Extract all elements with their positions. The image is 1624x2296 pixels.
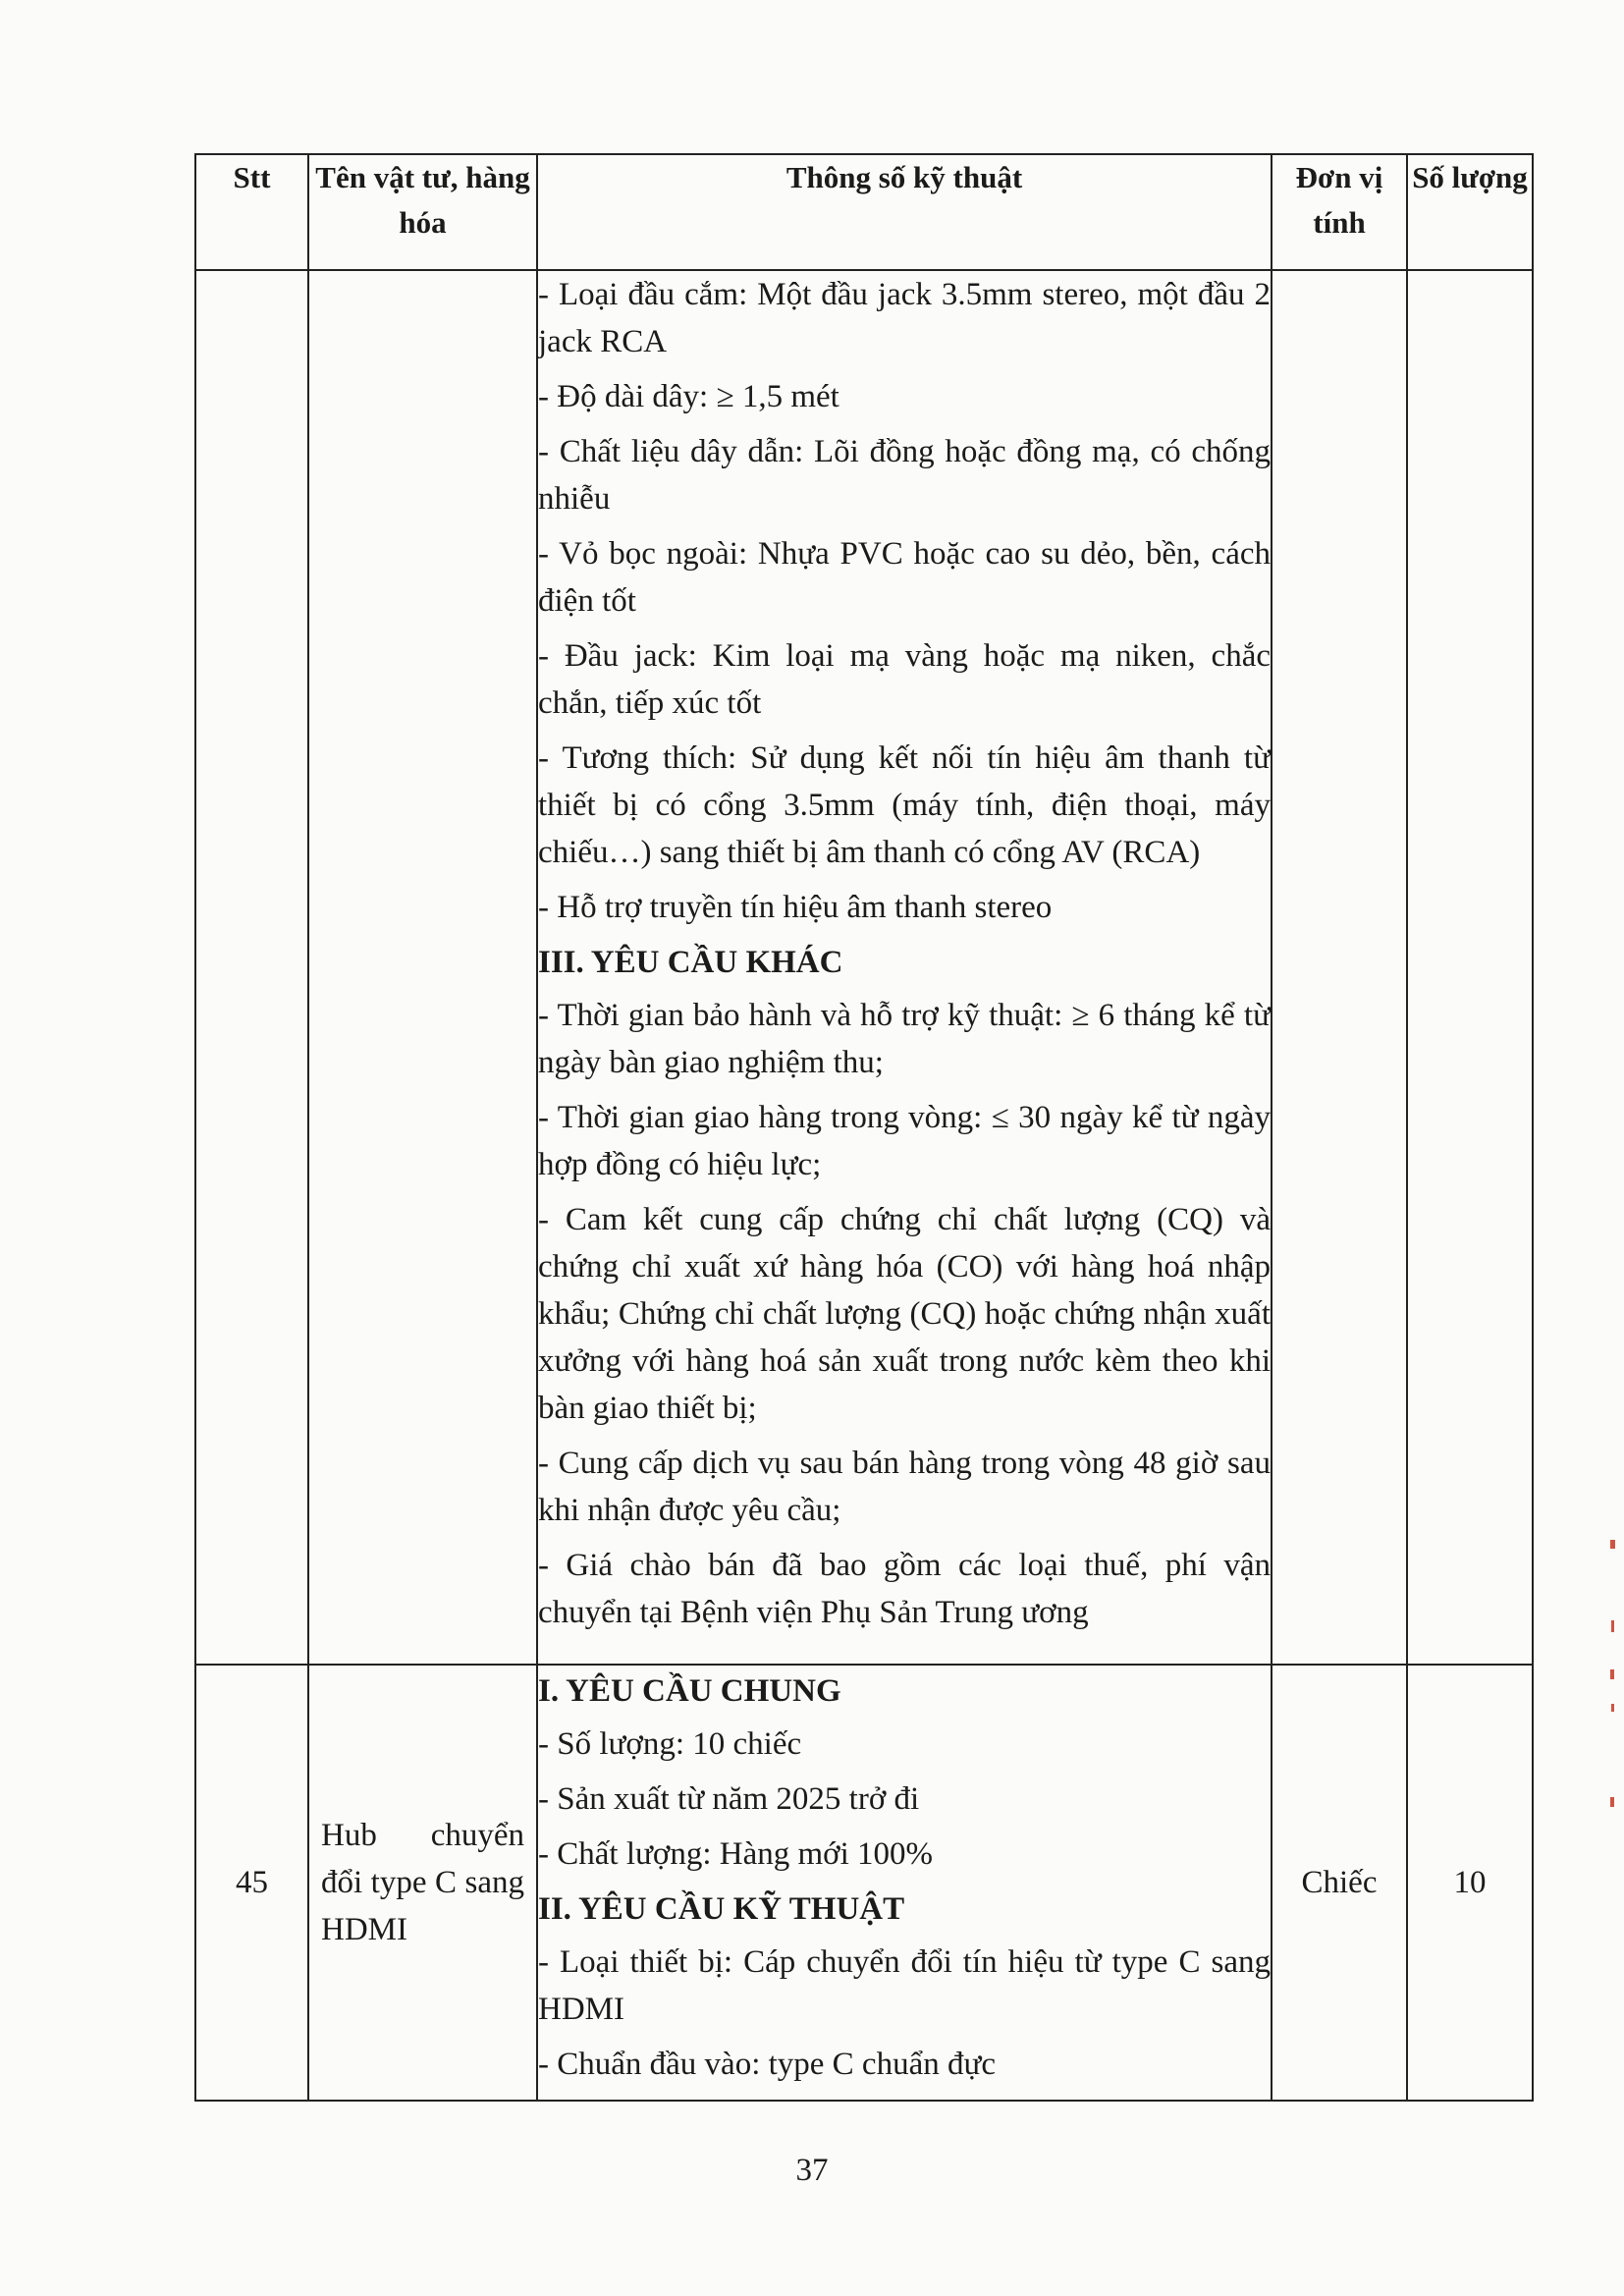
scan-mark — [1610, 1797, 1614, 1807]
qty-cell — [1407, 270, 1533, 1665]
header-stt: Stt — [195, 154, 308, 270]
spec-line: - Giá chào bán đã bao gồm các loại thuế, phí vận chuyển tại Bệnh viện Phụ Sản Trung ương — [538, 1548, 1271, 1630]
stt-cell — [195, 1665, 308, 2101]
stt-value: 45 — [236, 1864, 268, 1900]
name-cell — [308, 1665, 537, 2101]
spec-cell — [537, 270, 1272, 1665]
scan-mark — [1610, 1540, 1615, 1549]
spec-line: - Độ dài dây: ≥ 1,5 mét — [538, 379, 839, 414]
table-header-row — [195, 154, 1533, 270]
item-name: Hub chuyển đổi type C sang HDMI — [321, 1818, 524, 1947]
spec-line: - Chuẩn đầu vào: type C chuẩn đực — [538, 2047, 997, 2082]
table-row — [195, 1665, 1533, 2101]
header-unit: Đơn vị tính — [1272, 154, 1407, 270]
spec-line: - Cung cấp dịch vụ sau bán hàng trong vòng 48 giờ sau khi nhận được yêu cầu; — [538, 1446, 1271, 1528]
spec-line: - Chất liệu dây dẫn: Lõi đồng hoặc đồng mạ, có chống nhiễu — [538, 434, 1271, 517]
page-number: 37 — [795, 2153, 829, 2188]
spec-line: - Cam kết cung cấp chứng chỉ chất lượng (CQ) và chứng chỉ xuất xứ hàng hóa (CO) với hàng hoá nhập khẩu; Chứng chỉ chất lượng (CQ) hoặc chứng nhận xuất xưởng với hàng hoá sản xuất trong nước kèm theo khi bàn giao thiết bị; — [538, 1202, 1271, 1426]
section-heading: II. YÊU CẦU KỸ THUẬT — [538, 1891, 905, 1927]
stt-cell — [195, 270, 308, 1665]
scan-mark — [1611, 1704, 1614, 1712]
header-name: Tên vật tư, hàng hóa — [308, 154, 537, 270]
unit-cell: Chiếc — [1272, 1665, 1407, 2101]
spec-line: - Chất lượng: Hàng mới 100% — [538, 1836, 933, 1872]
unit-cell — [1272, 270, 1407, 1665]
spec-line: - Sản xuất từ năm 2025 trở đi — [538, 1781, 920, 1817]
table-row — [195, 270, 1533, 1665]
spec-line: - Đầu jack: Kim loại mạ vàng hoặc mạ niken, chắc chắn, tiếp xúc tốt — [538, 638, 1271, 721]
spec-line: - Loại thiết bị: Cáp chuyển đổi tín hiệu từ type C sang HDMI — [538, 1944, 1271, 2027]
qty-cell: 10 — [1407, 1665, 1533, 2101]
spec-line: - Hỗ trợ truyền tín hiệu âm thanh stereo — [538, 890, 1053, 925]
spec-line: - Vỏ bọc ngoài: Nhựa PVC hoặc cao su dẻo, bền, cách điện tốt — [538, 536, 1271, 619]
spec-table — [194, 153, 1534, 2102]
name-cell — [308, 270, 537, 1665]
scan-mark — [1610, 1669, 1614, 1679]
spec-line: - Số lượng: 10 chiếc — [538, 1726, 802, 1762]
spec-line: - Thời gian bảo hành và hỗ trợ kỹ thuật: ≥ 6 tháng kể từ ngày bàn giao nghiệm thu; — [538, 998, 1271, 1080]
spec-cell — [537, 1665, 1272, 2101]
section-heading: III. YÊU CẦU KHÁC — [538, 945, 843, 980]
header-qty: Số lượng — [1407, 154, 1533, 270]
spec-line: - Tương thích: Sử dụng kết nối tín hiệu âm thanh từ thiết bị có cổng 3.5mm (máy tính, điện thoại, máy chiếu…) sang thiết bị âm thanh có cổng AV (RCA) — [538, 740, 1271, 870]
spec-line: - Thời gian giao hàng trong vòng: ≤ 30 ngày kể từ ngày hợp đồng có hiệu lực; — [538, 1100, 1271, 1182]
section-heading: I. YÊU CẦU CHUNG — [538, 1673, 841, 1709]
spec-line: - Loại đầu cắm: Một đầu jack 3.5mm stereo, một đầu 2 jack RCA — [538, 277, 1271, 359]
header-spec: Thông số kỹ thuật — [537, 154, 1272, 270]
scan-mark — [1611, 1620, 1614, 1632]
